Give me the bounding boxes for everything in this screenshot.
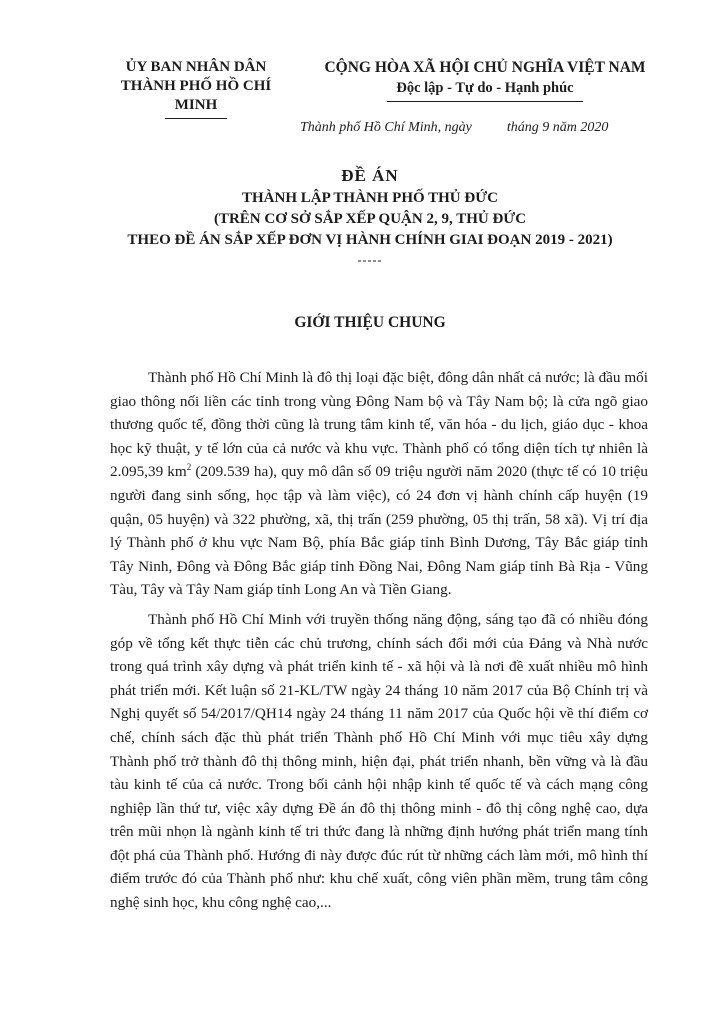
title-separator: ----- [357, 253, 383, 267]
document-title [70, 164, 670, 267]
issuing-agency [100, 58, 292, 119]
superscript-2: 2 [186, 462, 192, 473]
body-text [110, 366, 648, 921]
title-line3: (TRÊN CƠ SỞ SẮP XẾP QUẬN 2, 9, THỦ ĐỨC [213, 211, 527, 227]
date-line [300, 120, 640, 136]
date-place: Thành phố Hồ Chí Minh, ngày [300, 120, 472, 135]
title-line2: THÀNH LẬP THÀNH PHỐ THỦ ĐỨC [242, 190, 498, 206]
title-line1: ĐỀ ÁN [341, 166, 399, 185]
paragraph-1 [110, 366, 648, 602]
title-line4: THEO ĐỀ ÁN SẮP XẾP ĐƠN VỊ HÀNH CHÍNH GIAI ĐOẠN 2019 - 2021) [127, 232, 613, 248]
national-slogan-underline [387, 101, 583, 102]
issuing-agency-line2: THÀNH PHỐ HỒ CHÍ MINH [120, 78, 272, 113]
issuing-agency-line1: ỦY BAN NHÂN DÂN [125, 59, 267, 75]
date-month-year: tháng 9 năm 2020 [506, 120, 609, 135]
national-name: CỘNG HÒA XÃ HỘI CHỦ NGHĨA VIỆT NAM [324, 59, 646, 76]
paragraph-1-part1: Thành phố Hồ Chí Minh là đô thị loại đặc biệt, đông dân nhất cả nước; là đầu mối giao thông nối liền các tỉnh trong vùng Đông Nam bộ và Tây Nam bộ; là cửa ngõ giao thương quốc tế, đồng thời cũng là trung tâm kinh tế, văn hóa - du lịch, giáo dục - khoa học kỹ thuật, y tế lớn của cả nước và khu vực. Thành phố có tổng diện tích tự nhiên là 2.095,39 km [110, 369, 648, 481]
issuing-agency-underline [165, 118, 227, 119]
paragraph-2: Thành phố Hồ Chí Minh với truyền thống năng động, sáng tạo đã có nhiều đóng góp về tổng kết thực tiễn các chủ trương, chính sách đổi mới của Đảng và Nhà nước trong quá trình xây dựng và phát triển kinh tế - xã hội và là nơi đề xuất nhiều mô hình phát triển mới. Kết luận số 21-KL/TW ngày 24 tháng 10 năm 2017 của Bộ Chính trị và Nghị quyết số 54/2017/QH14 ngày 24 tháng 11 năm 2017 của Quốc hội về thí điểm cơ chế, chính sách đặc thù phát triển Thành phố Hồ Chí Minh với mục tiêu xây dựng Thành phố trở thành đô thị thông minh, hiện đại, phát triển nhanh, bền vững và là đầu tàu kinh tế của cả nước. Trong bối cảnh hội nhập kinh tế quốc tế và cách mạng công nghiệp lần thứ tư, việc xây dựng Đề án đô thị thông minh - đô thị công nghệ cao, dựa trên mũi nhọn là ngành kinh tế tri thức đang là những định hướng phát triển mang tính đột phá của Thành phố. Hướng đi này được đúc rút từ những cách làm mới, mô hình thí điểm trước đó của Thành phố như: khu chế xuất, công viên phần mềm, trung tâm công nghệ sinh học, khu công nghệ cao,... [110, 610, 648, 912]
national-slogan: Độc lập - Tự do - Hạnh phúc [396, 80, 574, 96]
section-heading: GIỚI THIỆU CHUNG [294, 314, 446, 331]
paragraph-1-part2: (209.539 ha), quy mô dân số 09 triệu người năm 2020 (thực tế có 10 triệu người đang sinh sống, học tập và làm việc), có 24 đơn vị hành chính cấp huyện (19 quận, 05 huyện) và 322 phường, xã, thị trấn (259 phường, 05 thị trấn, 58 xã). Vị trí địa lý Thành phố ở khu vực Nam Bộ, phía Bắc giáp tỉnh Bình Dương, Tây Bắc giáp tỉnh Tây Ninh, Đông và Đông Bắc giáp tỉnh Đồng Nai, Đông Nam giáp tỉnh Bà Rịa - Vũng Tàu, Tây và Tây Nam giáp tỉnh Long An và Tiền Giang. [110, 463, 648, 599]
national-motto [300, 58, 670, 102]
